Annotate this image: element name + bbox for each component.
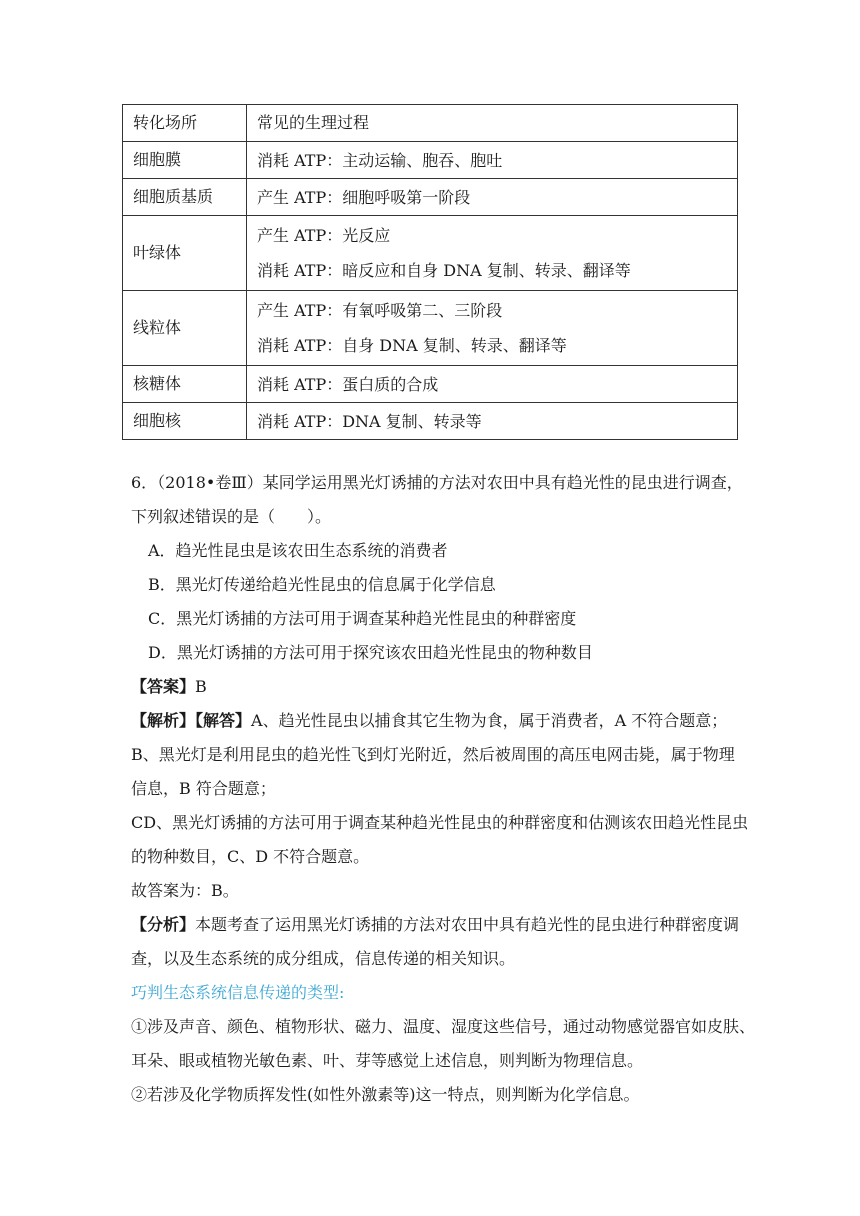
- table-row: [123, 291, 738, 366]
- process-line: 产生 ATP：细胞呼吸第一阶段: [257, 187, 471, 207]
- row-process: [247, 179, 738, 216]
- table-row: [123, 179, 738, 216]
- row-process: [247, 366, 738, 403]
- process-line: 消耗 ATP：主动运输、胞吞、胞吐: [257, 150, 503, 170]
- row-place: 细胞核: [123, 403, 247, 440]
- row-place: 细胞质基质: [123, 179, 247, 216]
- answer-value: B: [195, 677, 207, 696]
- table-header-row: [123, 105, 738, 142]
- table-row: [123, 216, 738, 291]
- analysis-line: 信息，B 符合题意；: [131, 779, 276, 798]
- row-process: [247, 142, 738, 179]
- header-process: 常见的生理过程: [247, 105, 738, 142]
- table-row: [123, 366, 738, 403]
- process-line: 产生 ATP：光反应: [257, 226, 391, 245]
- question-block: [131, 466, 756, 1112]
- tip-title: 巧判生态系统信息传递的类型:: [131, 983, 345, 1002]
- process-line: 产生 ATP：有氧呼吸第二、三阶段: [257, 301, 503, 320]
- tip-line: 耳朵、眼或植物光敏色素、叶、芽等感觉上述信息，则判断为物理信息。: [131, 1051, 644, 1070]
- tip-line: ②若涉及化学物质挥发性(如性外激素等)这一特点，则判断为化学信息。: [131, 1085, 640, 1104]
- process-line: 消耗 ATP：暗反应和自身 DNA 复制、转录、翻译等: [257, 261, 631, 280]
- answer-line: [131, 670, 751, 704]
- fenxi-line: [131, 908, 751, 942]
- row-place: 细胞膜: [123, 142, 247, 179]
- option-a: A．趋光性昆虫是该农田生态系统的消费者: [148, 541, 448, 560]
- process-line: 消耗 ATP：DNA 复制、转录等: [257, 411, 482, 431]
- analysis-line: B、黑光灯是利用昆虫的趋光性飞到灯光附近，然后被周围的高压电网击毙，属于物理: [131, 745, 735, 764]
- option-c: C．黑光灯诱捕的方法可用于调查某种趋光性昆虫的种群密度: [148, 609, 577, 628]
- analysis-label: 【解析】【解答】: [131, 711, 252, 730]
- tip-line: ①涉及声音、颜色、植物形状、磁力、温度、湿度这些信号，通过动物感觉器官如皮肤、: [131, 1017, 756, 1036]
- fenxi-text: 本题考查了运用黑光灯诱捕的方法对农田中具有趋光性的昆虫进行种群密度调: [195, 915, 740, 934]
- row-place: 叶绿体: [123, 216, 247, 291]
- option-b: B．黑光灯传递给趋光性昆虫的信息属于化学信息: [148, 575, 496, 594]
- fenxi-line: 查，以及生态系统的成分组成，信息传递的相关知识。: [131, 949, 516, 968]
- analysis-line: CD、黑光灯诱捕的方法可用于调查某种趋光性昆虫的种群密度和估测该农田趋光性昆虫: [131, 813, 749, 832]
- table-row: [123, 142, 738, 179]
- answer-label: 【答案】: [131, 677, 196, 696]
- analysis-text: A、趋光性昆虫以捕食其它生物为食，属于消费者，A 不符合题意；: [251, 711, 728, 730]
- row-process: [247, 403, 738, 440]
- fenxi-label: 【分析】: [131, 915, 196, 934]
- row-place: 线粒体: [123, 291, 247, 366]
- header-place: 转化场所: [123, 105, 247, 142]
- process-line: 消耗 ATP：自身 DNA 复制、转录、翻译等: [257, 336, 567, 355]
- row-place: 核糖体: [123, 366, 247, 403]
- process-line: 消耗 ATP：蛋白质的合成: [257, 374, 439, 394]
- analysis-line: [131, 704, 751, 738]
- option-d: D．黑光灯诱捕的方法可用于探究该农田趋光性昆虫的物种数目: [148, 643, 593, 662]
- question-stem-cont: 下列叙述错误的是（ ）。: [131, 507, 332, 526]
- table-row: [123, 403, 738, 440]
- row-process: [247, 216, 738, 291]
- analysis-line: 的物种数目，C、D 不符合题意。: [131, 847, 370, 866]
- atp-table: [122, 104, 738, 440]
- analysis-line: 故答案为：B。: [131, 881, 239, 900]
- question-stem: 6．（2018•卷Ⅲ）某同学运用黑光灯诱捕的方法对农田中具有趋光性的昆虫进行调查，: [131, 473, 743, 492]
- row-process: [247, 291, 738, 366]
